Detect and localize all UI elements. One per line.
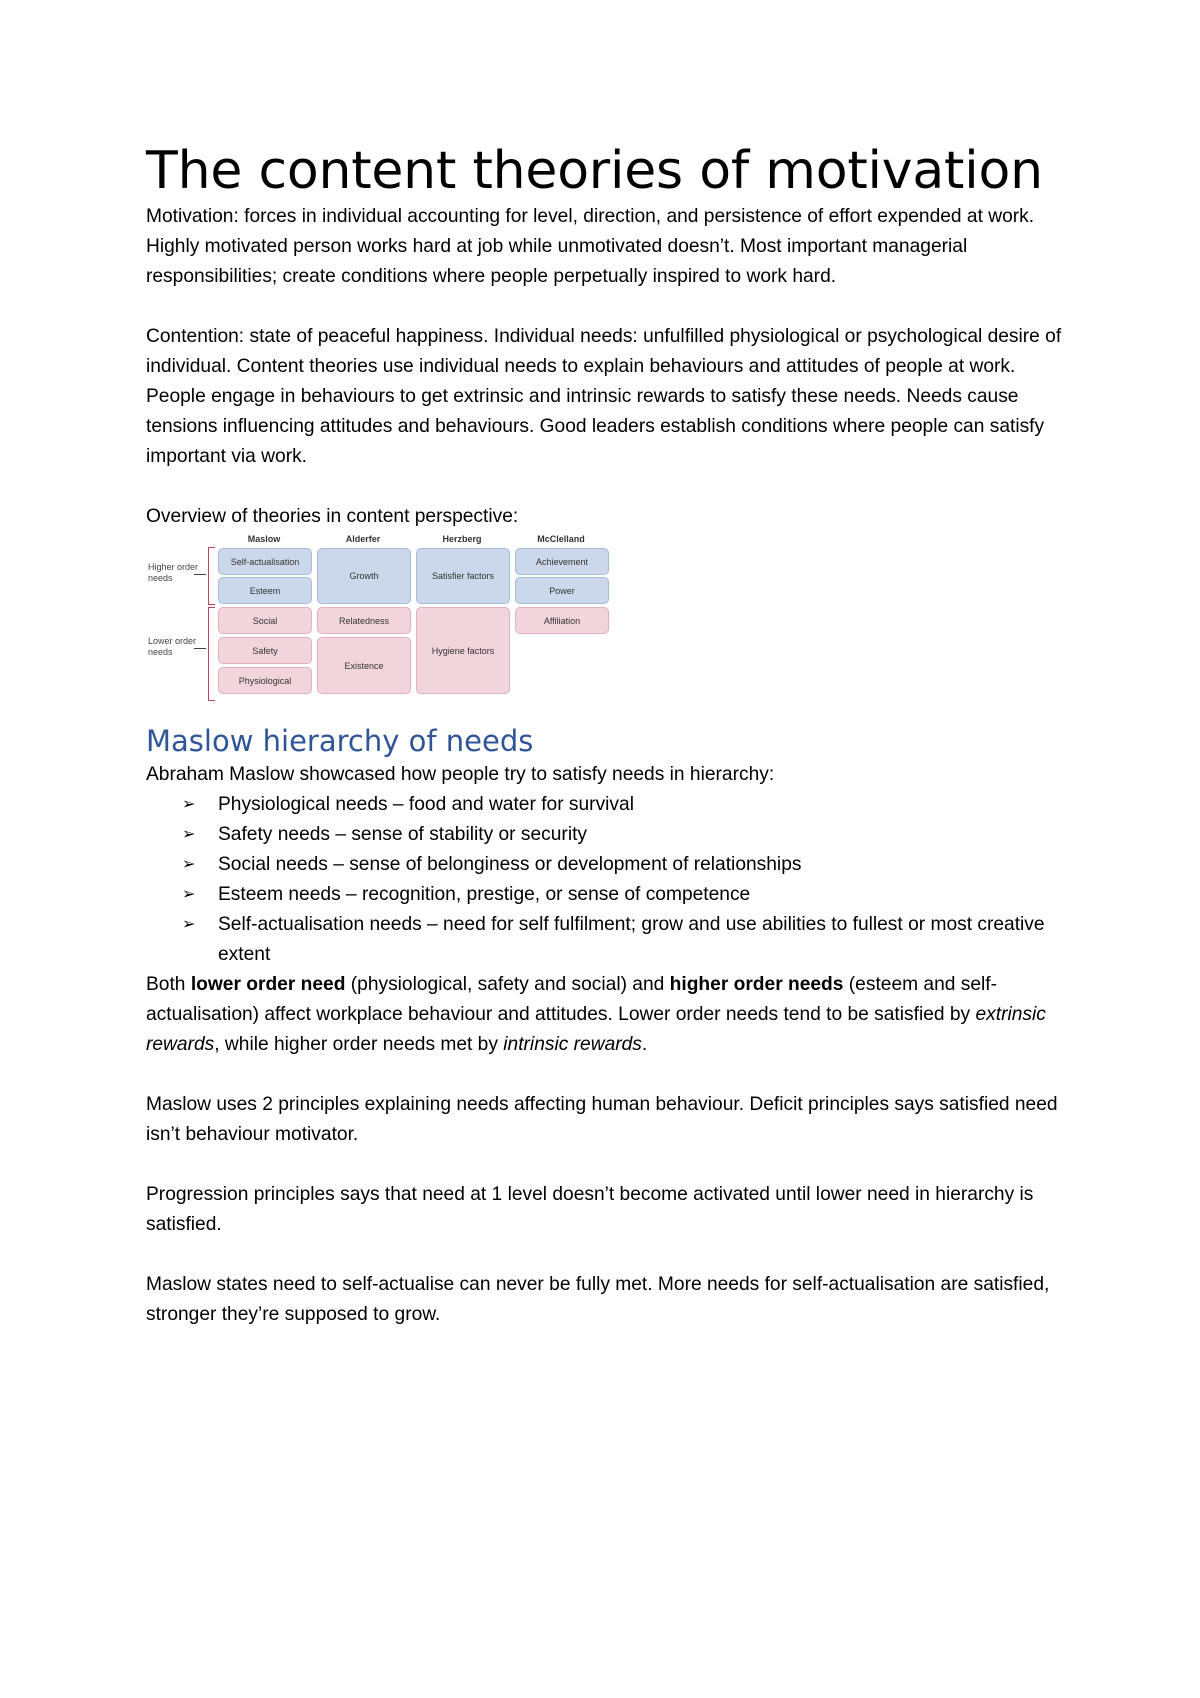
arrow-bullet-icon: ➢	[182, 826, 196, 843]
mcclelland-affiliation: Affiliation	[515, 607, 609, 634]
self-actualise-paragraph: Maslow states need to self-actualise can never be fully met. More needs for self-actualisation are satisfied, stronger they’re supposed to grow.	[146, 1274, 1050, 1325]
figure-header-alderfer: Alderfer	[345, 534, 381, 544]
figure-header-herzberg: Herzberg	[442, 534, 482, 544]
higher-order-bracket	[208, 547, 215, 605]
overview-caption: Overview of theories in content perspective:	[146, 506, 519, 527]
motivation-paragraph: Motivation: forces in individual accounting for level, direction, and persistence of effort expended at work. Highly motivated person works hard at job while unmotivated doesn’t. Most important managerial responsibilities; create conditions where people perpetually inspired to work hard.	[146, 206, 1035, 287]
herzberg-satisfier-factors: Satisfier factors	[416, 548, 510, 604]
lower-order-tick	[194, 648, 206, 649]
higher-order-tick	[194, 574, 206, 575]
contention-paragraph: Contention: state of peaceful happiness. Individual needs: unfulfilled physiological or psychological desire of individual. Content theories use individual needs to explain behaviours and attitudes of people at work. People engage in behaviours to get extrinsic and intrinsic rewards to satisfy these needs. Needs cause tensions influencing attitudes and behaviours. Good leaders establish conditions where people can satisfy important via work.	[146, 326, 1062, 467]
mcclelland-achievement: Achievement	[515, 548, 609, 575]
list-item: ➢ Safety needs – sense of stability or security	[182, 820, 1076, 850]
maslow-safety: Safety	[218, 637, 312, 664]
list-item: ➢ Physiological needs – food and water for survival	[182, 790, 1076, 820]
arrow-bullet-icon: ➢	[182, 796, 196, 813]
higher-order-label: Higher order needs	[148, 562, 199, 583]
maslow-physiological: Physiological	[218, 667, 312, 694]
maslow-lead: Abraham Maslow showcased how people try to satisfy needs in hierarchy:	[146, 764, 775, 785]
theories-comparison-figure	[146, 534, 636, 702]
arrow-bullet-icon: ➢	[182, 856, 196, 873]
arrow-bullet-icon: ➢	[182, 886, 196, 903]
maslow-heading: Maslow hierarchy of needs	[146, 724, 534, 758]
alderfer-relatedness: Relatedness	[317, 607, 411, 634]
lower-order-label: Lower order needs	[148, 636, 197, 657]
alderfer-existence: Existence	[317, 637, 411, 694]
figure-header-maslow: Maslow	[247, 534, 281, 544]
mcclelland-power: Power	[515, 577, 609, 604]
list-item: ➢ Self-actualisation needs – need for self fulfilment; grow and use abilities to fullest or most creative extent	[182, 910, 1076, 970]
arrow-bullet-icon: ➢	[182, 916, 196, 933]
needs-list	[146, 790, 1076, 970]
maslow-social: Social	[218, 607, 312, 634]
page-title: The content theories of motivation	[146, 141, 1043, 201]
figure-header-mcclelland: McClelland	[537, 534, 585, 544]
order-needs-paragraph: Both lower order need (physiological, safety and social) and higher order needs (esteem and self-actualisation) affect workplace behaviour and attitudes. Lower order needs tend to be satisfied by extrinsic rewards, while higher order needs met by intrinsic rewards.	[146, 974, 1046, 1055]
document-body	[146, 140, 1076, 1330]
progression-paragraph: Progression principles says that need at 1 level doesn’t become activated until lower need in hierarchy is satisfied.	[146, 1184, 1034, 1235]
herzberg-hygiene-factors: Hygiene factors	[416, 607, 510, 694]
maslow-self-actualisation: Self-actualisation	[218, 548, 312, 575]
lower-order-bracket	[208, 607, 215, 701]
principles-paragraph: Maslow uses 2 principles explaining needs affecting human behaviour. Deficit principles says satisfied need isn’t behaviour motivator.	[146, 1094, 1058, 1145]
maslow-esteem: Esteem	[218, 577, 312, 604]
alderfer-growth: Growth	[317, 548, 411, 604]
list-item: ➢ Esteem needs – recognition, prestige, or sense of competence	[182, 880, 1076, 910]
list-item: ➢ Social needs – sense of belonginess or development of relationships	[182, 850, 1076, 880]
